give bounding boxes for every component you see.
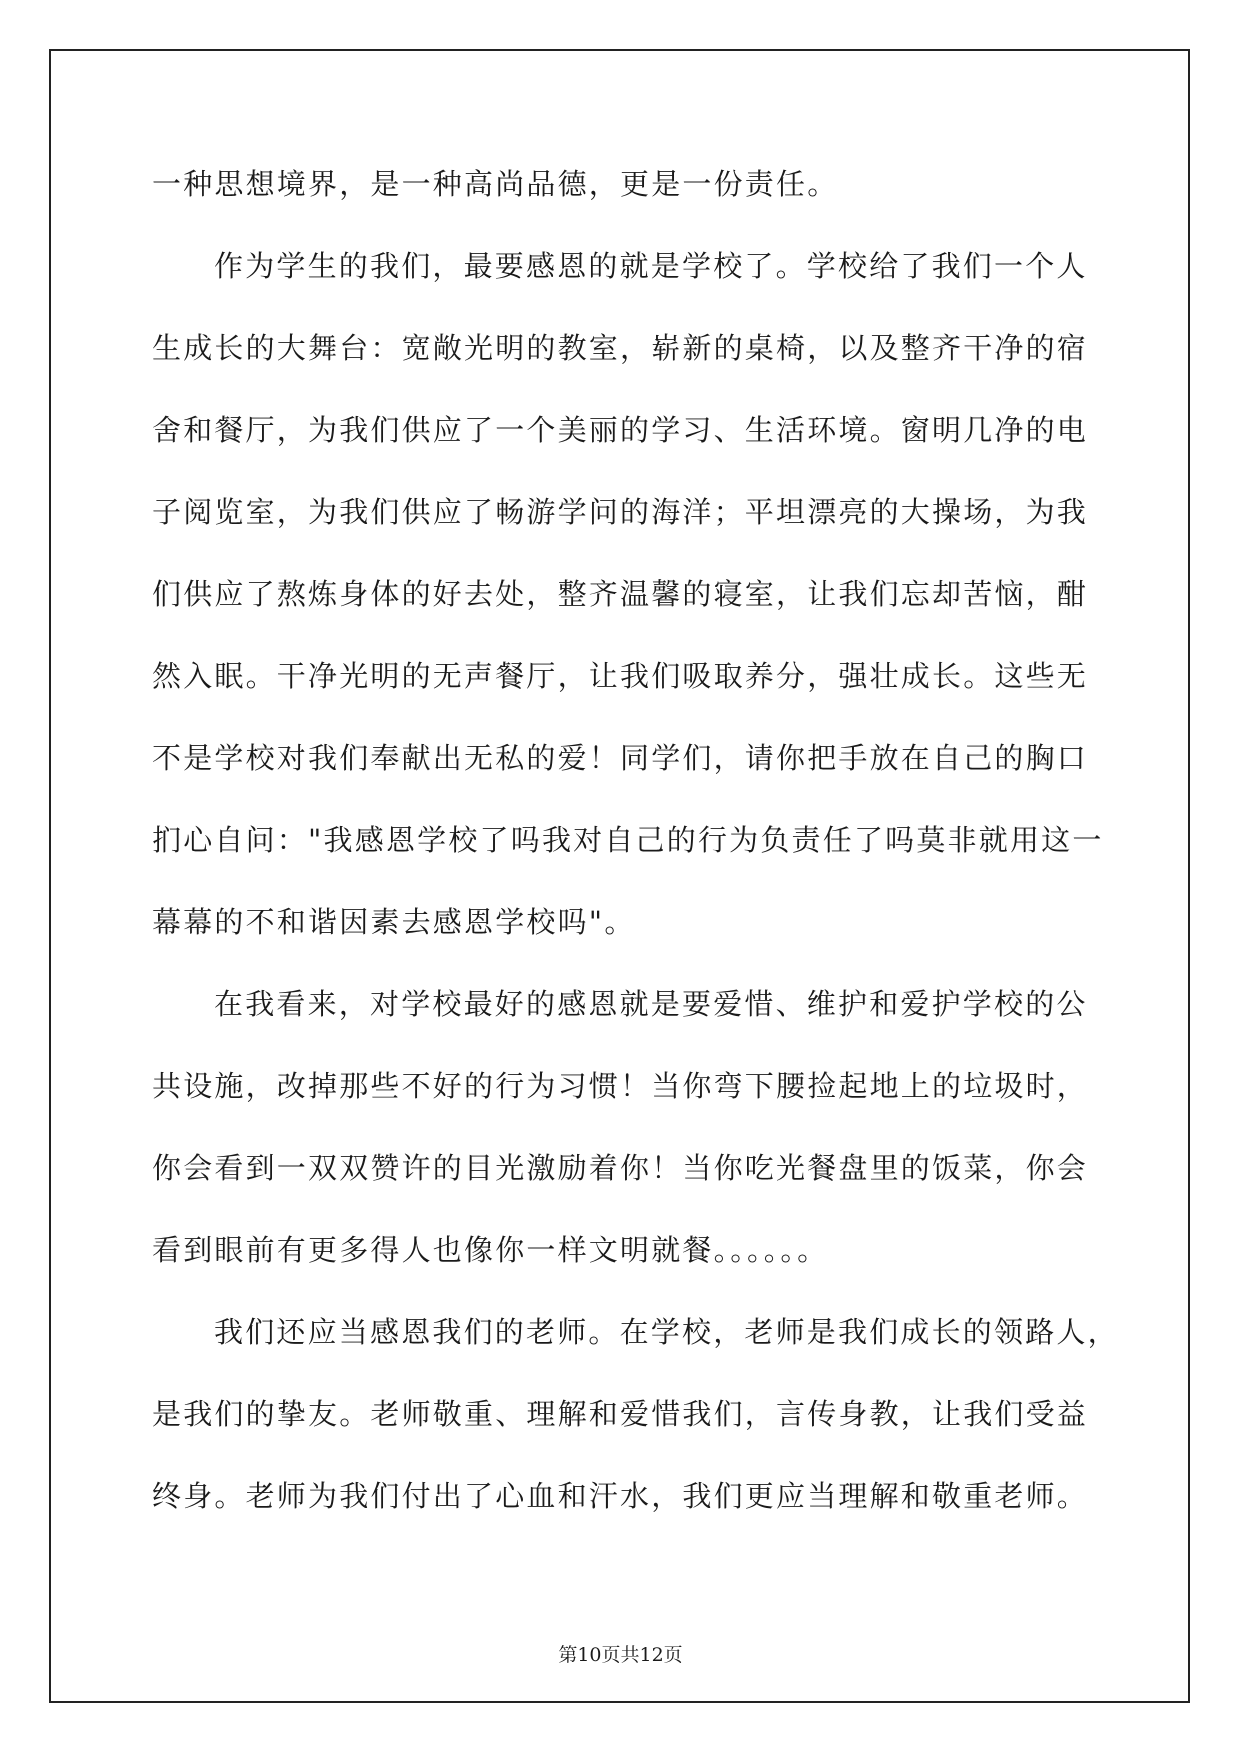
text-line: 子阅览室，为我们供应了畅游学问的海洋；平坦漂亮的大操场，为我 [152,495,1089,529]
text-line: 一种思想境界，是一种高尚品德，更是一份责任。 [152,167,839,201]
text-line: 舍和餐厅，为我们供应了一个美丽的学习、生活环境。窗明几净的电 [152,413,1089,447]
text-line: 你会看到一双双赞许的目光激励着你！当你吃光餐盘里的饭菜，你会 [152,1151,1089,1185]
text-line: 然入眠。干净光明的无声餐厅，让我们吸取养分，强壮成长。这些无 [152,659,1089,693]
text-line: 终身。老师为我们付出了心血和汗水，我们更应当理解和敬重老师。 [152,1479,1089,1513]
text-line: 不是学校对我们奉献出无私的爱！同学们，请你把手放在自己的胸口 [152,741,1089,775]
page-number-current: 第10页 [558,1644,621,1666]
text-line: 作为学生的我们，最要感恩的就是学校了。学校给了我们一个人 [214,249,1088,283]
text-line: 扪心自问："我感恩学校了吗我对自己的行为负责任了吗莫非就用这一 [152,823,1104,857]
text-line: 生成长的大舞台：宽敞光明的教室，崭新的桌椅，以及整齐干净的宿 [152,331,1089,365]
page-footer [0,1640,1241,1667]
text-line: 是我们的挚友。老师敬重、理解和爱惜我们，言传身教，让我们受益 [152,1397,1089,1431]
text-line: 们供应了熬炼身体的好去处，整齐温馨的寝室，让我们忘却苦恼，酣 [152,577,1089,611]
document-body [152,164,1119,1558]
text-line: 看到眼前有更多得人也像你一样文明就餐。。。。。。 [152,1233,829,1267]
text-line: 共设施，改掉那些不好的行为习惯！当你弯下腰捡起地上的垃圾时， [152,1069,1089,1103]
page-number-total: 共12页 [620,1644,683,1666]
text-line: 我们还应当感恩我们的老师。在学校，老师是我们成长的领路人， [214,1315,1119,1349]
text-line: 在我看来，对学校最好的感恩就是要爱惜、维护和爱护学校的公 [214,987,1088,1021]
text-line: 幕幕的不和谐因素去感恩学校吗"。 [152,905,636,939]
